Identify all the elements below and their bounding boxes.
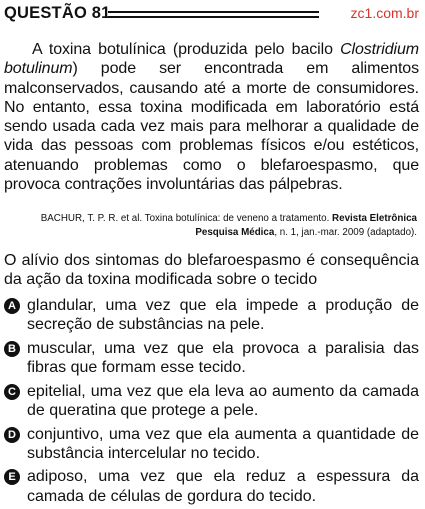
answer-options <box>4 296 419 506</box>
passage <box>4 40 419 194</box>
option-d[interactable] <box>4 425 419 464</box>
option-letter-c-badge: C <box>4 384 20 400</box>
option-a[interactable] <box>4 296 419 335</box>
source-citation <box>4 212 417 240</box>
passage-part-2: ) pode ser encontrada em alimentos malconservados, causando até a morte de consumidores. No entanto, essa toxina modificada em laboratório está sendo usada cada vez mais para melhorar a qualidade de vida das pessoas com problemas físicos e/ou estéticos, atenuando problemas como o blefaroespasmo, que provoca contrações involuntárias das pálpebras. <box>4 60 419 194</box>
option-e-text: adiposo, uma vez que ela reduz a espessura da camada de células de gordura do tecido. <box>27 468 419 505</box>
option-letter-d-badge: D <box>4 427 20 443</box>
question-title: QUESTÃO 81 <box>4 4 111 22</box>
option-b-text: muscular, uma vez que ela provoca a paralisia das fibras que formam esse tecido. <box>27 339 419 376</box>
header-double-rule <box>108 11 319 18</box>
option-d-text: conjuntivo, uma vez que ela aumenta a quantidade de substância intercelular no tecido. <box>27 425 419 463</box>
species-name: Clostridium botulinum <box>4 41 419 78</box>
passage-part-1: A toxina botulínica (produzida pelo bacilo <box>32 41 341 58</box>
question-stem: O alívio dos sintomas do blefaroespasmo é consequência da ação da toxina modificada sobre o tecido <box>4 252 419 289</box>
option-letter-e-badge: E <box>4 469 20 485</box>
option-c-text: epitelial, uma vez que ela leva ao aumento da camada de queratina que protege a pele. <box>27 383 419 420</box>
citation-details: , n. 1, jan.-mar. 2009 (adaptado). <box>274 227 417 238</box>
option-b[interactable] <box>4 339 419 378</box>
passage-paragraph <box>4 40 419 194</box>
option-e[interactable] <box>4 467 419 506</box>
option-letter-b-badge: B <box>4 341 20 357</box>
question-header <box>4 4 421 24</box>
option-letter-a-badge: A <box>4 298 20 314</box>
rule-line-top <box>108 11 319 13</box>
site-watermark: zc1.com.br <box>350 5 419 21</box>
citation-authors: BACHUR, T. P. R. et al. Toxina botulínica: de veneno a tratamento. <box>40 213 333 224</box>
option-a-text: glandular, uma vez que ela impede a produção de secreção de substâncias na pele. <box>27 297 419 334</box>
rule-line-bottom <box>108 16 319 18</box>
citation-journal: Revista Eletrônica Pesquisa Médica <box>195 213 417 238</box>
option-c[interactable] <box>4 382 419 421</box>
